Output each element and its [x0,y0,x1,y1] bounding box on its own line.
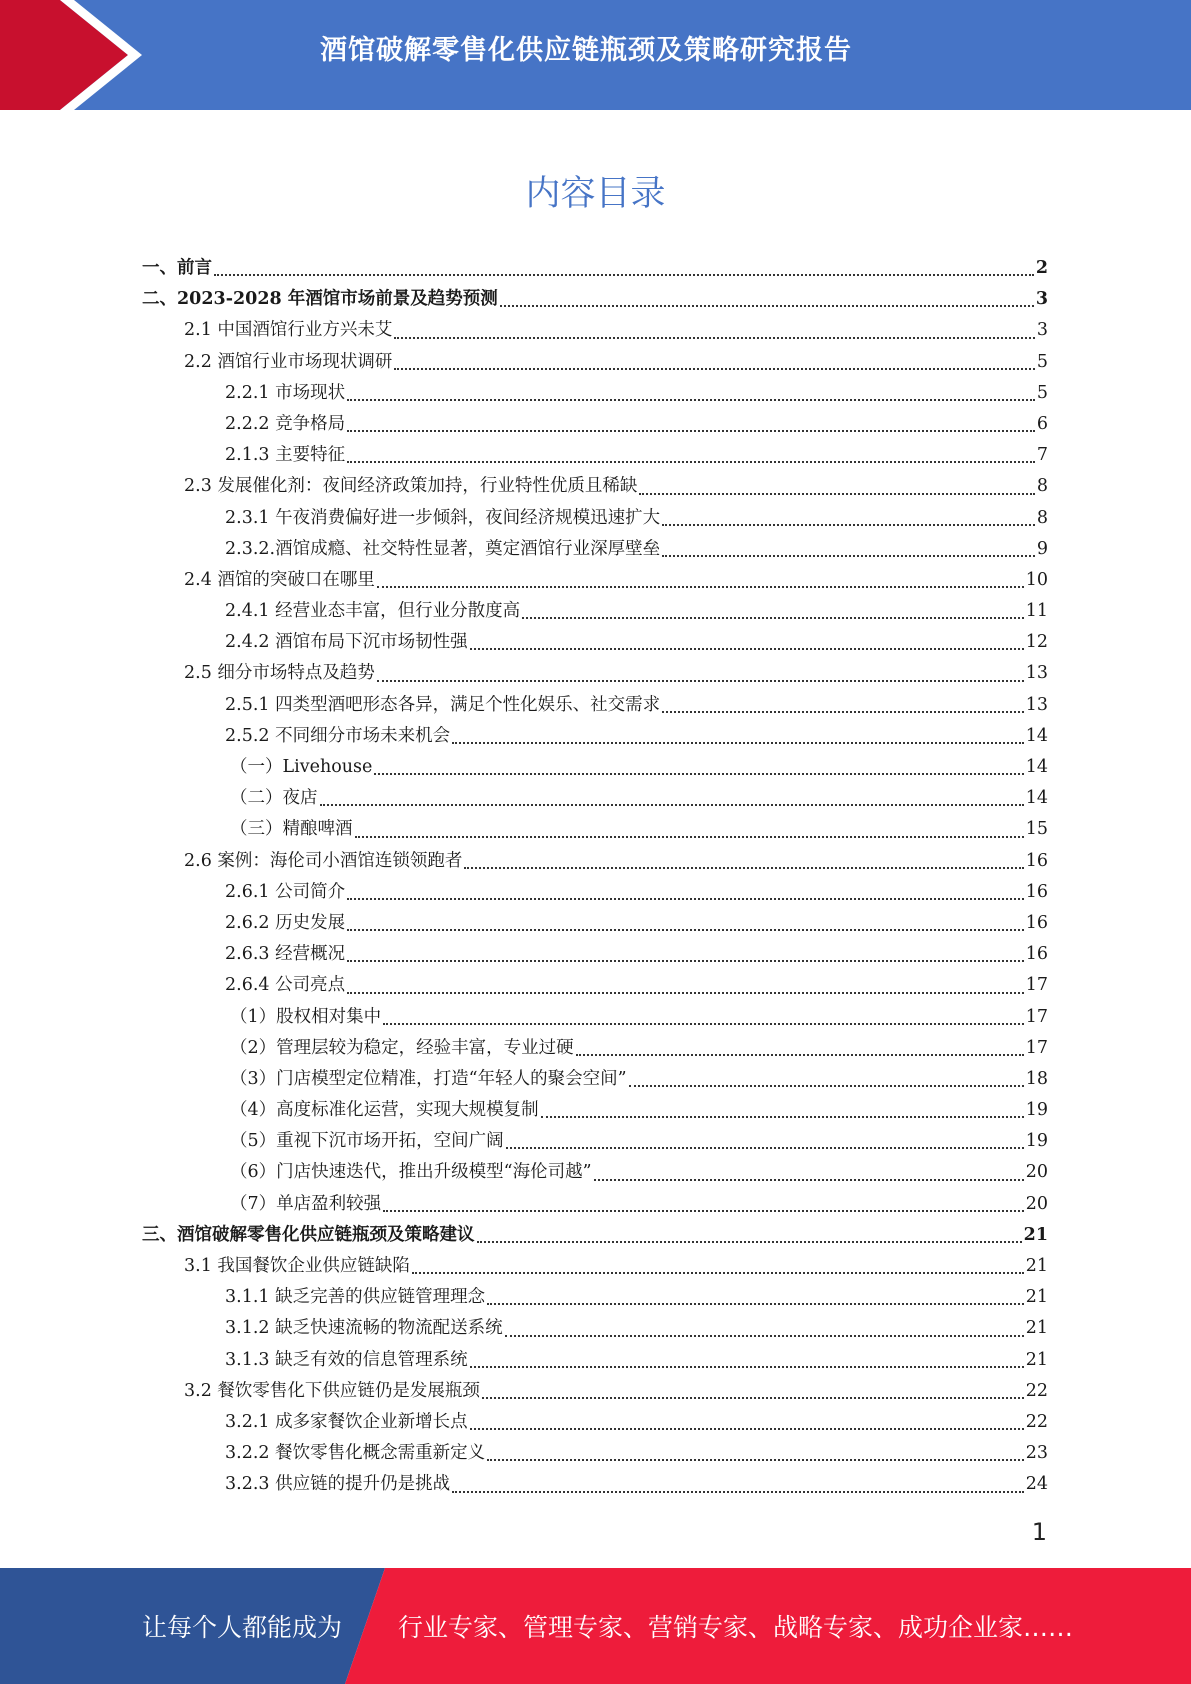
toc-dot-leader [383,1210,1024,1212]
toc-entry-label: （2）管理层较为稳定，经验丰富，专业过硬 [230,1037,574,1058]
toc-entry[interactable] [142,1034,1048,1065]
toc-entry[interactable] [142,535,1048,566]
toc-entry[interactable] [142,566,1048,597]
toc-entry-label: 2.1.3 主要特征 [225,445,346,466]
toc-entry-label: 2.3 发展催化剂：夜间经济政策加持，行业特性优质且稀缺 [184,476,638,497]
toc-entry[interactable] [142,691,1048,722]
toc-entry-label: 2.6.3 经营概况 [225,944,346,965]
toc-dot-leader [412,1272,1024,1274]
toc-entry-page: 5 [1036,351,1048,372]
toc-dot-leader [522,617,1024,619]
table-of-contents [142,254,1048,1502]
toc-entry-label: 二、2023-2028 年酒馆市场前景及趋势预测 [142,289,498,310]
toc-entry[interactable] [142,659,1048,690]
toc-entry[interactable] [142,379,1048,410]
toc-entry[interactable] [142,971,1048,1002]
toc-dot-leader [355,836,1024,838]
toc-entry-label: 3.2.1 成多家餐饮企业新增长点 [225,1411,468,1432]
toc-dot-leader [470,1366,1024,1368]
toc-entry-label: 2.5 细分市场特点及趋势 [184,663,375,684]
toc-entry-page: 17 [1025,975,1048,996]
toc-entry-label: （4）高度标准化运营，实现大规模复制 [230,1100,539,1121]
toc-entry-label: 2.1 中国酒馆行业方兴未艾 [184,320,393,341]
toc-entry[interactable] [142,348,1048,379]
toc-dot-leader [576,1054,1024,1056]
toc-entry-page: 14 [1025,757,1048,777]
toc-entry-label: 3.2.3 供应链的提升仍是挑战 [225,1474,451,1495]
toc-entry-label: 2.6.4 公司亮点 [225,975,346,996]
toc-entry[interactable] [142,1096,1048,1127]
toc-entry-page: 10 [1025,569,1048,590]
toc-entry[interactable] [142,316,1048,347]
page-number: 1 [1031,1518,1047,1546]
toc-entry[interactable] [142,815,1048,846]
toc-dot-leader [541,1116,1024,1118]
toc-entry-label: 2.2 酒馆行业市场现状调研 [184,351,393,372]
toc-dot-leader [594,1179,1024,1181]
toc-entry[interactable] [142,1346,1048,1377]
toc-dot-leader [506,1147,1024,1149]
toc-entry-label: 2.4.1 经营业态丰富，但行业分散度高 [225,601,521,622]
toc-entry-label: 2.4.2 酒馆布局下沉市场韧性强 [225,632,468,653]
footer-slogan-left: 让每个人都能成为 [142,1613,343,1642]
toc-entry-page: 19 [1025,1100,1048,1121]
toc-entry-page: 23 [1025,1443,1048,1464]
toc-entry[interactable] [142,1439,1048,1470]
toc-entry[interactable] [142,410,1048,441]
toc-entry-page: 18 [1025,1068,1048,1089]
toc-entry-page: 13 [1025,694,1048,715]
toc-dot-leader [377,680,1024,682]
toc-entry-label: 2.3.2.酒馆成瘾、社交特性显著，奠定酒馆行业深厚壁垒 [225,538,661,559]
toc-entry-page: 21 [1025,1256,1048,1276]
toc-dot-leader [482,1397,1024,1399]
toc-dot-leader [464,867,1023,869]
toc-entry-label: （5）重视下沉市场开拓，空间广阔 [230,1131,504,1152]
toc-entry[interactable] [142,628,1048,659]
page-footer [0,1568,1191,1684]
toc-entry-label: 2.6 案例：海伦司小酒馆连锁领跑者 [184,850,463,871]
toc-entry-label: 2.5.1 四类型酒吧形态各异，满足个性化娱乐、社交需求 [225,694,661,715]
toc-dot-leader [662,524,1035,526]
toc-dot-leader [347,960,1024,962]
toc-entry-page: 11 [1025,601,1048,622]
toc-entry-label: 2.2.2 竞争格局 [225,413,346,434]
toc-dot-leader [452,742,1024,744]
toc-dot-leader [639,493,1034,495]
toc-entry[interactable] [142,1314,1048,1345]
toc-entry-label: （6）门店快速迭代，推出升级模型“海伦司越” [230,1162,592,1183]
toc-dot-leader [320,804,1024,806]
toc-entry-page: 21 [1025,1318,1048,1339]
toc-entry[interactable] [142,1003,1048,1034]
toc-dot-leader [500,305,1034,307]
toc-entry[interactable] [142,1127,1048,1158]
toc-entry-page: 16 [1025,850,1048,871]
toc-entry-label: 一、前言 [142,258,212,278]
toc-entry-label: 2.5.2 不同细分市场未来机会 [225,725,451,746]
toc-dot-leader [347,992,1024,994]
toc-entry-label: 2.6.1 公司简介 [225,881,346,902]
toc-entry-page: 3 [1035,289,1048,310]
toc-entry[interactable] [142,504,1048,535]
toc-dot-leader [487,1303,1024,1305]
toc-entry-label: 3.2.2 餐饮零售化概念需重新定义 [225,1443,486,1464]
red-arrow-decoration [0,0,160,110]
toc-dot-leader [505,1335,1024,1337]
toc-dot-leader [374,773,1023,775]
toc-entry[interactable] [142,285,1048,316]
toc-entry[interactable] [142,784,1048,815]
toc-dot-leader [470,1428,1024,1430]
toc-dot-leader [383,1023,1024,1025]
toc-entry-page: 8 [1036,476,1048,497]
toc-entry[interactable] [142,1158,1048,1189]
toc-entry[interactable] [142,1221,1048,1252]
toc-entry-page: 9 [1036,538,1048,559]
toc-entry-page: 12 [1025,632,1048,653]
toc-entry[interactable] [142,1377,1048,1408]
toc-entry-label: 3.1 我国餐饮企业供应链缺陷 [184,1256,410,1276]
toc-entry-label: （一）Livehouse [230,757,373,777]
toc-entry-label: 2.2.1 市场现状 [225,382,346,403]
toc-entry-label: 2.6.2 历史发展 [225,912,346,933]
toc-entry-label: 3.1.2 缺乏快速流畅的物流配送系统 [225,1318,503,1339]
toc-dot-leader [347,430,1035,432]
toc-entry[interactable] [142,1190,1048,1221]
toc-entry[interactable] [142,878,1048,909]
toc-entry[interactable] [142,441,1048,472]
toc-entry-page: 17 [1025,1006,1048,1027]
toc-entry[interactable] [142,472,1048,503]
toc-entry-page: 22 [1025,1411,1048,1432]
toc-entry-label: 3.1.3 缺乏有效的信息管理系统 [225,1349,468,1370]
toc-dot-leader [347,399,1035,401]
report-title: 酒馆破解零售化供应链瓶颈及策略研究报告 [320,35,852,66]
toc-dot-leader [347,929,1024,931]
toc-entry-label: 2.3.1 午夜消费偏好进一步倾斜，夜间经济规模迅速扩大 [225,507,661,528]
toc-dot-leader [470,648,1024,650]
page-header [0,0,1191,110]
toc-entry-page: 16 [1025,912,1048,933]
toc-entry-page: 19 [1025,1131,1048,1152]
toc-entry[interactable] [142,254,1048,285]
toc-entry-label: （三）精酿啤酒 [230,819,353,840]
toc-entry[interactable] [142,909,1048,940]
toc-entry[interactable] [142,940,1048,971]
toc-entry-label: （3）门店模型定位精准，打造“年轻人的聚会空间” [230,1068,627,1089]
toc-entry-page: 24 [1025,1474,1048,1495]
toc-entry[interactable] [142,1283,1048,1314]
toc-entry-label: （二）夜店 [230,788,318,809]
toc-entry-page: 14 [1025,788,1048,809]
toc-dot-leader [662,555,1035,557]
toc-entry-page: 14 [1025,725,1048,746]
toc-entry-page: 20 [1025,1162,1048,1183]
toc-entry[interactable] [142,753,1048,784]
toc-entry-page: 20 [1025,1193,1048,1214]
toc-entry-label: 3.1.1 缺乏完善的供应链管理理念 [225,1287,486,1308]
toc-entry[interactable] [142,1065,1048,1096]
toc-entry[interactable] [142,1408,1048,1439]
toc-entry[interactable] [142,597,1048,628]
toc-entry-page: 2 [1035,258,1048,278]
toc-entry[interactable] [142,722,1048,753]
toc-entry-label: 三、酒馆破解零售化供应链瓶颈及策略建议 [142,1224,475,1245]
toc-entry[interactable] [142,1470,1048,1501]
toc-entry-label: 2.4 酒馆的突破口在哪里 [184,569,375,590]
toc-dot-leader [629,1085,1024,1087]
toc-entry[interactable] [142,1252,1048,1283]
toc-heading: 内容目录 [525,174,666,214]
toc-dot-leader [477,1241,1022,1243]
toc-dot-leader [394,337,1034,339]
toc-entry-page: 5 [1036,382,1048,403]
toc-entry-page: 8 [1036,507,1048,528]
toc-dot-leader [347,461,1035,463]
toc-dot-leader [662,711,1024,713]
toc-entry-page: 6 [1036,413,1048,434]
toc-dot-leader [214,274,1034,276]
toc-dot-leader [487,1459,1024,1461]
toc-entry-page: 17 [1025,1037,1048,1058]
toc-entry-page: 21 [1025,1287,1048,1308]
toc-entry[interactable] [142,847,1048,878]
toc-dot-leader [394,368,1034,370]
footer-slogan-right: 行业专家、管理专家、营销专家、战略专家、成功企业家…… [398,1613,1074,1642]
toc-entry-page: 21 [1023,1224,1048,1245]
toc-dot-leader [452,1491,1024,1493]
toc-entry-page: 13 [1025,663,1048,684]
toc-entry-page: 15 [1025,819,1048,840]
toc-entry-label: （7）单店盈利较强 [230,1193,382,1214]
toc-entry-page: 22 [1025,1380,1048,1401]
toc-entry-page: 3 [1036,320,1048,341]
toc-dot-leader [347,898,1024,900]
toc-entry-label: 3.2 餐饮零售化下供应链仍是发展瓶颈 [184,1380,480,1401]
toc-entry-page: 16 [1025,944,1048,965]
toc-entry-page: 7 [1036,445,1048,466]
toc-entry-label: （1）股权相对集中 [230,1006,382,1027]
toc-dot-leader [377,586,1024,588]
toc-entry-page: 21 [1025,1349,1048,1370]
toc-entry-page: 16 [1025,881,1048,902]
